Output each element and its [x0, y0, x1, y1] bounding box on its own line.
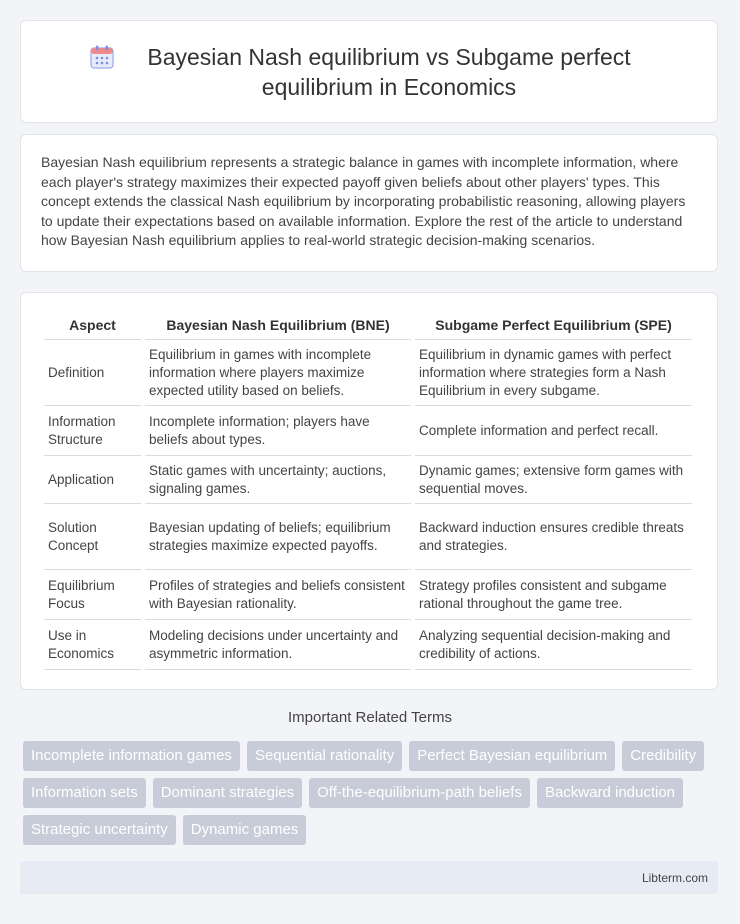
title-card [20, 20, 718, 123]
intro-card [20, 134, 718, 272]
row-bne: Incomplete information; players have beliefs about types. [145, 406, 411, 456]
row-aspect: Definition [44, 340, 141, 406]
calendar-icon [89, 44, 115, 70]
related-term-tag[interactable]: Perfect Bayesian equilibrium [409, 741, 615, 771]
row-aspect: Information Structure [44, 406, 141, 456]
header-spe: Subgame Perfect Equilibrium (SPE) [415, 311, 692, 340]
row-spe: Backward induction ensures credible threats and strategies. [415, 504, 692, 570]
row-aspect: Solution Concept [44, 504, 141, 570]
header-aspect: Aspect [44, 311, 141, 340]
related-term-tag[interactable]: Sequential rationality [247, 741, 402, 771]
related-term-tag[interactable]: Backward induction [537, 778, 683, 808]
row-bne: Bayesian updating of beliefs; equilibrium strategies maximize expected payoffs. [145, 504, 411, 570]
related-term-tag[interactable]: Strategic uncertainty [23, 815, 176, 845]
row-bne: Profiles of strategies and beliefs consistent with Bayesian rationality. [145, 570, 411, 620]
comparison-table-card [20, 292, 718, 690]
related-term-tag[interactable]: Information sets [23, 778, 146, 808]
header-bne: Bayesian Nash Equilibrium (BNE) [145, 311, 411, 340]
row-spe: Complete information and perfect recall. [415, 406, 692, 456]
table-row [44, 340, 692, 406]
row-spe: Analyzing sequential decision-making and credibility of actions. [415, 620, 692, 670]
row-bne: Equilibrium in games with incomplete information where players maximize expected utility based on beliefs. [145, 340, 411, 406]
page-title: Bayesian Nash equilibrium vs Subgame perfect equilibrium in Economics [147, 43, 631, 100]
table-header-row [44, 311, 692, 340]
row-aspect: Use in Economics [44, 620, 141, 670]
related-term-tag[interactable]: Dynamic games [183, 815, 307, 845]
row-aspect: Application [44, 456, 141, 504]
table-row [44, 406, 692, 456]
related-terms-heading: Important Related Terms [288, 709, 452, 726]
row-aspect: Equilibrium Focus [44, 570, 141, 620]
footer-site-link[interactable]: Libterm.com [641, 870, 708, 885]
related-term-tag[interactable]: Off-the-equilibrium-path beliefs [309, 778, 530, 808]
comparison-table [40, 311, 696, 670]
table-row [44, 620, 692, 670]
table-row [44, 570, 692, 620]
related-term-tag[interactable]: Credibility [622, 741, 704, 771]
related-term-tag[interactable]: Incomplete information games [23, 741, 240, 771]
footer [20, 861, 718, 894]
table-row [44, 504, 692, 570]
intro-paragraph: Bayesian Nash equilibrium represents a strategic balance in games with incomplete information, where each player's strategy maximizes their expected payoff given beliefs about other players' types. This concept extends the classical Nash equilibrium by incorporating probabilistic reasoning, allowing players to update their expectations based on available information. Explore the rest of the article to understand how Bayesian Nash equilibrium applies to real-world strategic decision-making scenarios. [41, 154, 686, 249]
row-spe: Dynamic games; extensive form games with sequential moves. [415, 456, 692, 504]
row-spe: Equilibrium in dynamic games with perfect information where strategies form a Nash Equilibrium in every subgame. [415, 340, 692, 406]
table-row [44, 456, 692, 504]
row-bne: Modeling decisions under uncertainty and asymmetric information. [145, 620, 411, 670]
related-terms-list [23, 741, 723, 845]
row-bne: Static games with uncertainty; auctions, signaling games. [145, 456, 411, 504]
related-term-tag[interactable]: Dominant strategies [153, 778, 302, 808]
row-spe: Strategy profiles consistent and subgame rational throughout the game tree. [415, 570, 692, 620]
